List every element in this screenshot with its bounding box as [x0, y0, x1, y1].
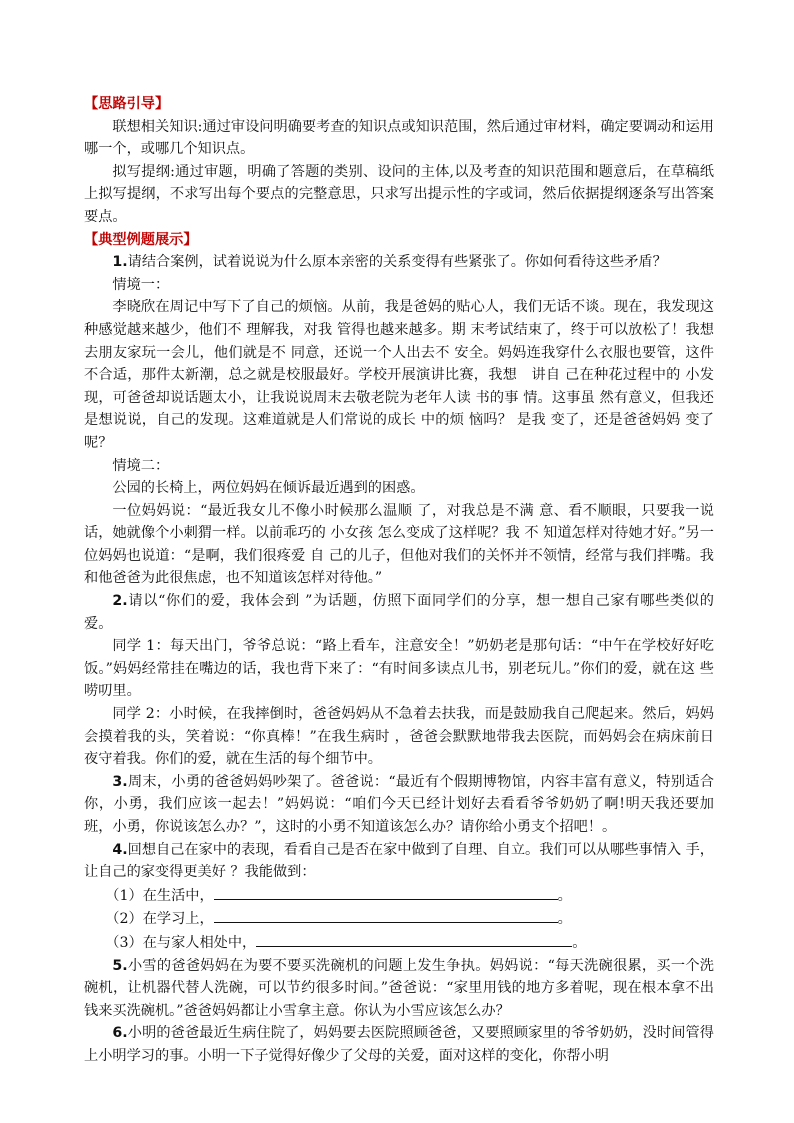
question-1 [84, 251, 714, 274]
scenario-1-text: 李晓欣在周记中写下了自己的烦恼。从前，我是爸妈的贴心人，我们无话不谈。现在，我发现这种感觉越来越少，他们不 理解我，对我 管得也越来越多。期 末考试结束了，终于可以放松了！我想去朋友家玩一会儿，他们就是不 同意，还说一个人出去不 安全。妈妈连我穿什么衣服也要管，这件不合适，那件太新潮，总之就是校服最好。学校开展演讲比赛，我想 讲自 己在种花过程中的 小发现，可爸爸却说话题太小，让我说说周末去敬老院为老年人读 书的事 情。这事虽 然有意义，但我还是想说说，自己的发现。这难道就是人们常说的成长 中的烦 恼吗？ 是我 变了，还是爸爸妈妈 变了呢？ [84, 299, 714, 451]
paragraph-draft-outline: 拟写提纲:通过审题，明确了答题的类别、设问的主体,以及考查的知识范围和题意后，在草稿纸上拟写提纲，不求写出每个要点的完整意思，只求写出提示性的字或词，然后依据提纲逐条写出答案要点。 [84, 163, 714, 225]
answer-line-2-label: （2）在学习上， [105, 911, 214, 928]
question-5 [84, 955, 714, 1023]
question-6 [84, 1022, 714, 1067]
question-3 [84, 771, 714, 839]
question-2-text: 请以“你们的爱，我体会到 ”为话题，仿照下面同学们的分享，想一想自己家有哪些类似的爱。 [84, 593, 714, 632]
question-2 [84, 590, 714, 635]
question-3-number: 3. [112, 773, 128, 790]
question-2-number: 2. [112, 593, 128, 610]
answer-line-1-label: （1）在生活中， [105, 887, 214, 904]
classmate-2-share [84, 703, 714, 771]
question-5-text: 小雪的爸爸妈妈在为要不要买洗碗机的问题上发生争执。妈妈说：“每天洗碗很累，买一个洗碗机，让机器代替人洗碗，可以节约很多时间。”爸爸说：“家里用钱的地方多着呢，现在根本拿不出钱来买洗碗机。”爸爸妈妈都让小雪拿主意。你认为小雪应该怎么办？ [84, 957, 714, 1019]
classmate-2-text: 小时候，在我摔倒时，爸爸妈妈从不急着去扶我，而是鼓励我自己爬起来。然后，妈妈 会摸着我的头，笑着说：“你真棒！”在我生病时 ，爸爸会默默地带我去医院，而妈妈会在病床前日 夜守着我。你们的爱，就在生活的每个细节中。 [84, 706, 714, 768]
answer-line-1 [84, 884, 714, 908]
paragraph-associate-knowledge: 联想相关知识:通过审设问明确要考查的知识点或知识范围，然后通过审材料，确定要调动和运用哪一个，或哪几个知识点。 [84, 118, 714, 158]
answer-line-2-end: 。 [557, 911, 572, 928]
scenario-2-label: 情境二： [112, 457, 170, 474]
question-6-number: 6. [112, 1025, 128, 1042]
classmate-1-text: 每天出门，爷爷总说：“路上看车，注意安全！”奶奶老是那句话：“中午在学校好好吃 饭。”妈妈经常挂在嘴边的话，我也背下来了：“有时间多读点儿书，别老玩儿。”你们的爱，就在这 些唠叨里。 [84, 638, 714, 700]
classmate-1-share [84, 635, 714, 703]
question-3-text: 周末，小勇的爸爸妈妈吵架了。爸爸说：“最近有个假期博物馆，内容丰富有意义，特别适合你，小勇，我们应该一起去！”妈妈说：“咱们今天已经计划好去看看爷爷奶奶了啊!明天我还要加班，小勇，你说该怎么办？”，这时的小勇不知道该怎么办？请你给小勇支个招吧！。 [84, 773, 714, 835]
scenario-2-intro: 公园的长椅上，两位妈妈在倾诉最近遇到的困惑。 [112, 480, 425, 497]
question-6-text: 小明的爸爸最近生病住院了，妈妈要去医院照顾爸爸，又要照顾家里的爷爷奶奶，没时间管得上小明学习的事。小明一下子觉得好像少了父母的关爱，面对这样的变化，你帮小明 [84, 1025, 714, 1064]
question-4 [84, 839, 714, 884]
section-title-thinking-guide: 【思路引导】 [84, 96, 170, 112]
question-5-number: 5. [112, 957, 128, 974]
answer-line-3-end: 。 [572, 934, 587, 951]
question-1-text: 请结合案例，试着说说为什么原本亲密的关系变得有些紧张了。你如何看待这些矛盾？ [127, 254, 667, 271]
classmate-1-label: 同学 1： [112, 638, 170, 655]
answer-line-3-label: （3）在与家人相处中， [105, 934, 257, 951]
scenario-2-text: 一位妈妈说：“最近我女儿不像小时候那么温顺 了，对我总是不满 意、看不顺眼，只要我一说 话，她就像个小刺猬一样。以前乖巧的 小女孩 怎么变成了这样呢？我 不 知道怎样对待她才好。”另一位妈妈也说道：“是啊，我们很疼爱 自 己的儿子，但他对我们的关怀并不领情，经常与我们拌嘴。我和他爸爸为此很焦虑，也不知道该怎样对待他。” [84, 502, 714, 587]
answer-blank-2[interactable] [214, 907, 558, 923]
question-1-number: 1. [112, 254, 128, 271]
section-title-typical-examples: 【典型例题展示】 [84, 231, 198, 248]
answer-blank-1[interactable] [214, 884, 558, 900]
classmate-2-label: 同学 2： [112, 706, 170, 723]
answer-blank-3[interactable] [256, 931, 572, 947]
question-4-number: 4. [112, 841, 128, 858]
question-4-text: 回想自己在家中的表现，看看自己是否在家中做到了自理、自立。我们可以从哪些事情入 手，让自己的家变得更美好 ？我能做到： [84, 841, 714, 881]
document-content [84, 93, 714, 1068]
scenario-1-label: 情境一： [112, 276, 170, 293]
answer-line-3 [84, 931, 714, 955]
answer-line-2 [84, 907, 714, 931]
answer-line-1-end: 。 [557, 887, 572, 904]
